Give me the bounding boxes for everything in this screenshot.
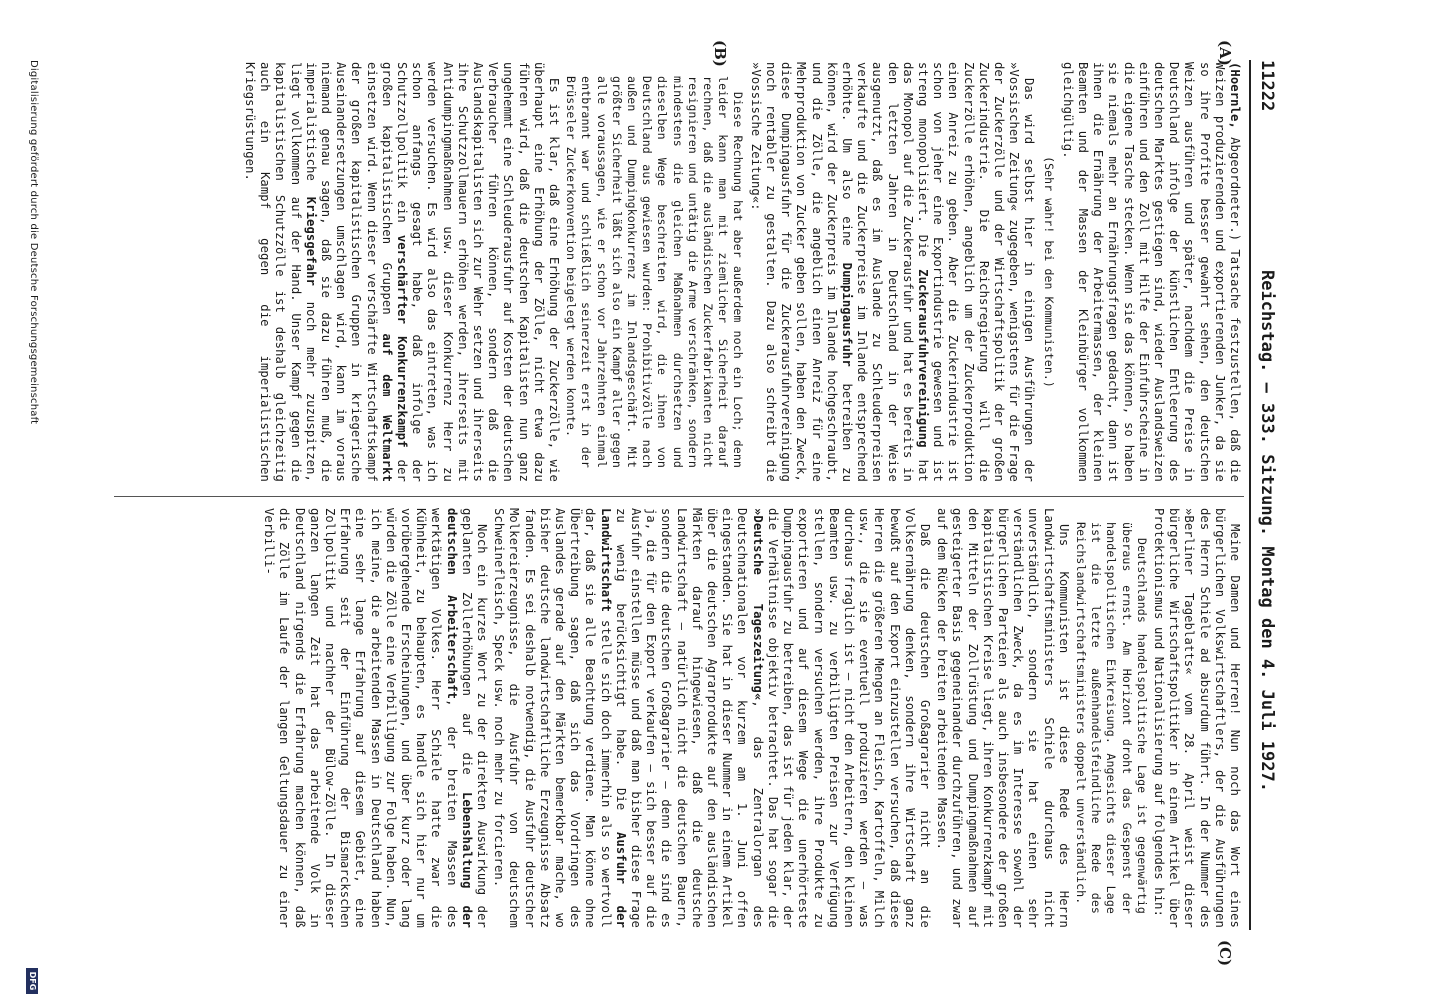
paragraph-text: einsetzen wird. Wenn dieser verschärfte Wirtschaftskampf der großen kapitalistischen Gruppen in kriegerische Auseinandersetzungen umschlagen wird, kann im voraus niemand genau sagen, daß sie dazu führen muß, die imperialistische [303, 62, 379, 482]
emphasis: Dumpingausfuhr [839, 262, 854, 367]
page-number: 11222 [1257, 60, 1277, 112]
block-quote: Diese Rechnung hat aber außerdem noch ein Loch; denn leider kann man mit ziemlicher Sicherheit darauf rechnen, daß die ausländischen Zuckerfabrikanten nicht resignieren und untätig die Arme verschränken, sondern mindestens die gleichen Maßnahmen durchsetzen und dieselben Wege beschreiten wird, die ihnen von Deutschland aus gewiesen wurden: Prohibitivzölle nach außen und Dumpingkonkurrenz im Inlandsgeschäft. Mit größter Sicherheit läßt sich also ein Kampf aller gegen alle voraussagen, wie er schon vor Jahrzehnten einmal entbrannt war und schließlich seinerzeit erst in der Brüsseler Zuckerkonvention beigelegt werden konnte. [564, 76, 746, 468]
emphasis: Kriegsgefahr [303, 196, 318, 286]
paragraph-text: hat das Monopol auf die Zuckerausfuhr und hat es bereits in den letzten Jahren in Deutschland in der Weise ausgenutzt, daß es im Auslande zu Schleuderpreisen verkaufte und die Zuckerpreise im Inlande entsprechend erhöhte. Um also eine [839, 62, 930, 482]
paragraph: Uns Kommunisten ist diese Rede des Herrn Landwirtschaftsministers Schiele durchaus nicht unverständlich, sondern sie hat einen sehr verständlichen Zweck, da es im Interesse sowohl der bürgerlichen Parteien als auch insbesondere der großen kapitalistischen Kreise liegt, ihren Konkurrenzkampf mit den Mitteln der Zollrüstung und Dumpingmaßnahmen auf gesteigerter Basis gegeneinander durchzuführen, und zwar auf dem Rücken der breiten arbeitenden Massen. [935, 508, 1071, 928]
paragraph [491, 508, 932, 928]
paragraph-text: Es ist klar, daß eine Erhöhung der Zuckerzölle, wie überhaupt eine Erhöhung der Zölle, nicht etwa dazu führen wird, daß die deutschen Kapitalisten nun ganz ungehemmt eine Schleuderausfuhr auf Kosten der deutschen Verbraucher führen können, sondern daß die Auslandskapitalisten sich zur Wehr setzen und ihrerseits ihre Schutzzollmauern erhöhen werden, ihrerseits mit Antidumpingmaßnahmen usw. dieser Konkurrenz Herr zu werden versuchen. Es wird also das eintreten, was ich schon anfangs gesagt habe, daß infolge der Schutzzollpolitik ein [395, 62, 562, 482]
block-quote: Deutschlands handelspolitische Lage ist gegenwärtig überaus ernst. Am Horizont droht das Gespenst der handelspolitischen Einkreisung. Angesichts dieser Lage ist die letzte außenhandelsfeindliche Rede des Reichslandwirtschaftsministers doppelt unverständlich. [1073, 522, 1149, 914]
paragraph [242, 62, 561, 482]
interjection: (Sehr wahr! bei den Kommunisten.) [1041, 156, 1056, 388]
paragraph-text: Noch ein kurzes Wort zu der direkten Auswirkung der geplanten Zollerhöhungen auf die [459, 508, 490, 928]
margin-marker-b: (B) [711, 40, 729, 67]
page-header [1253, 60, 1279, 930]
paragraph-text: Tatsache festzustellen, daß die Weizen produzierenden und exportierenden Junker, da sie so ihre Profite besser gewahrt sehen, den deutschen Weizen ausführen und später, nachdem die Preise in Deutschland infolge der künstlichen Entleerung des deutschen Marktes gestiegen sind, wieder Auslandsweizen einführen und den Zoll mit Hilfe der Einfuhrscheine in die eigene Tasche stecken. Wenn sie das können, so haben sie niemals mehr an Ernährungsfragen gedacht, dann ist ihnen die Ernährung der Arbeitermassen, der kleinen Beamten und der Massen der Kleinbürger vollkommen gleichgültig. [1060, 62, 1242, 482]
dfg-logo: DFG [26, 968, 38, 994]
paragraph: Meine Damen und Herren! Nun noch das Wort eines bürgerlichen Volkswirtschaftlers, der die Ausführungen des Herrn Schiele ad absurdum führt. In der Nummer des »Berliner Tageblatts« vom 28. April weist dieser bürgerliche Wirtschaftspolitiker in einem Artikel über Protektionismus und Nationalisierung auf folgendes hin: [1151, 508, 1242, 928]
emphasis: Zuckerausfuhrvereinigung [915, 269, 930, 448]
header-title: Reichstag. — 333. Sitzung. Montag den 4. Juli 1927. [1257, 270, 1277, 792]
emphasis: »Deutsche Tageszeitung« [750, 508, 765, 701]
left-column [117, 62, 1242, 482]
emphasis: auf dem Weltmarkt [379, 333, 394, 482]
paragraph [261, 508, 489, 928]
margin-marker-c: (C) [1216, 940, 1234, 967]
speaker-role: Abgeordneter.) [1228, 137, 1242, 242]
header-rule [1249, 60, 1251, 930]
column-divider [114, 496, 1244, 497]
emphasis: Lebenshaltung der deutschen Arbeiterschaft [444, 508, 474, 928]
emphasis: Ausfuhr der Landwirtschaft [598, 508, 628, 928]
paragraph-text: , der breiten Massen des werktätigen Volkes. Herr Schiele hatte zwar die Kühnheit, zu behaupten, es handle sich hier nur um vorübergehende Erscheinungen, und über kurz oder lang würden die Zölle eine Verbilligung zur Folge haben. Nun, ich meine, die arbeitenden Massen in Deutschland haben eine sehr lange Erfahrung auf diesem Gebiet, eine Erfahrung seit der Einführung der Bismarckschen Zollpolitik und nachher der Bülow-Zölle. In dieser ganzen langen Zeit hat das arbeitende Volk in Deutschland nirgends die Erfahrung machen können, daß die Zölle im Laufe der langen Geltungsdauer zu einer Verbilli- [262, 508, 459, 928]
margin-marker-a: (A) [1216, 40, 1234, 66]
digitization-note: Digitalisierung gefördert durch die Deutsche Forschungsgemeinschaft [28, 60, 39, 425]
paragraph-text: , das Zentralorgan des Deutschnationalen vor kurzem am 1. Juni offen eingestanden. Sie hat in dieser Nummer in einem Artikel über die deutschen Agrarprodukte auf den ausländischen Märkten darauf hingewiesen, daß die deutsche Landwirtschaft — natürlich nicht die deutschen Bauern, sondern die deutschen Großagrarier — denn die sind es ja, die für den Export verkaufen — sich besser auf die Ausfuhr einstellen müsse und daß man bisher diese Frage zu wenig berücksichtigt habe. Die [613, 508, 765, 928]
speaker-name: (Hoernle, [1228, 62, 1242, 129]
paragraph-text: betreiben zu können, wird der Zuckerpreis im Inlande hochgeschraubt, und die Zölle, die angeblich einen Anreiz für eine Mehrproduktion von Zucker geben sollen, haben den Zweck, diese Dumpingausfuhr für die Zuckerausfuhrvereinigung noch rentabler zu gestalten. Dazu also schreibt die »Vossische Zeitung«: [748, 62, 854, 482]
paragraph-text: Das wird selbst hier in einigen Ausführungen der »Vossischen Zeitung« zugegeben, wenigstens für die Frage der Zuckerzölle und der Wirtschaftspolitik der großen Zuckerindustrie. Die Reichsregierung will die Zuckerzölle erhöhen, angeblich um der Zuckerproduktion einen Anreiz zu geben. Aber die Zuckerindustrie ist schon von jeher eine Exportindustrie gewesen und ist streng monopolisiert. Die [915, 62, 1037, 482]
paragraph [1060, 62, 1242, 482]
paragraph-text: Daß die deutschen Großagrarier nicht an die Volksernährung denken, sondern ihre Wirtschaft ganz bewußt auf den Export einzustellen versuchen, daß diese Herren die größeren Mengen an Fleisch, Kartoffeln, Milch usw., die sie eventuell produzieren werden — was durchaus fraglich ist — nicht den Arbeitern, den kleinen Beamten usw. zu verbilligten Preisen zur Verfügung stellen, sondern versuchen werden, ihre Produkte zu exportieren und auf diesem Wege die unerhörteste Dumpingausfuhr zu betreiben, das ist für jeden klar, der die Verhältnisse objektiv betrachtet. Das hat sogar die [765, 508, 932, 928]
right-column [117, 508, 1242, 928]
paragraph-text: noch mehr zuzuspitzen, liegt vollkommen auf der Hand. Unser Kampf gegen die kapitalistischen Schutzzölle ist deshalb gleichzeitig auch ein Kampf gegen die imperialistischen Kriegsrüstungen. [243, 62, 318, 482]
paragraph-text: stelle sich doch immerhin als so wertvoll dar, daß sie alle Beachtung verdiene. Man könne ohne Übertreibung sagen, daß sich das Vordringen des Auslandes gerade auf den Märkten bemerkbar mache, wo bisher deutsche landwirtschaftliche Erzeugnisse Absatz fanden. Es sei deshalb notwendig, die Ausfuhr deutscher Molkereierzeugnisse, die Ausfuhr von deutschem Schweinefleisch, Speck usw. noch mehr zu forcieren. [492, 508, 613, 928]
paragraph [748, 62, 1037, 482]
paragraph-text: der großen kapitalistischen Gruppen [379, 62, 410, 482]
emphasis: verschärfter Konkurrenzkampf [395, 234, 410, 448]
